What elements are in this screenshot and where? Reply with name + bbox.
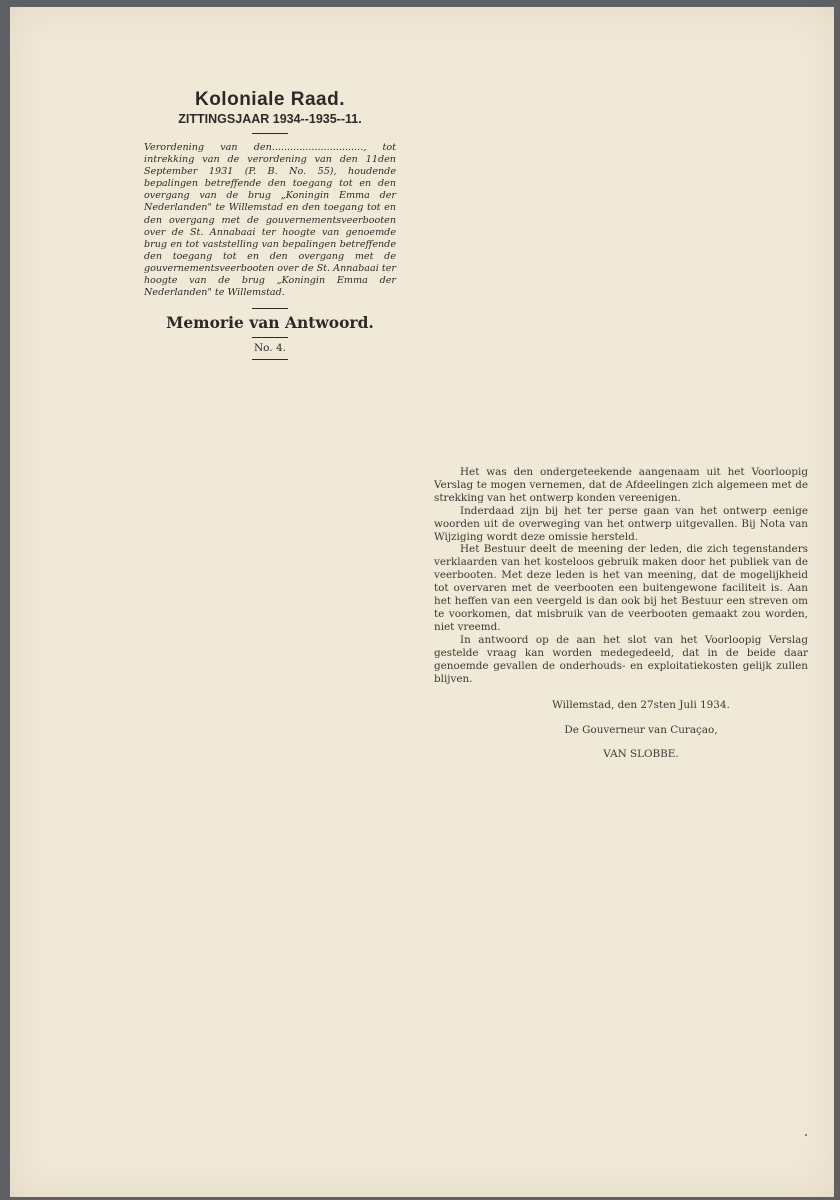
signatory-role: De Gouverneur van Curaçao,: [564, 724, 718, 737]
divider: [252, 337, 288, 338]
place-date: Willemstad, den 27sten Juli 1934.: [552, 699, 730, 712]
council-title: Koloniale Raad.: [194, 89, 346, 110]
divider: [252, 359, 288, 360]
body-paragraph: Het Bestuur deelt de meening der leden, die zich tegenstanders verklaarden van het kosteloos gebruik maken door het publiek van de veerbooten. Met deze leden is het van meening, dat de mogelijkheid tot overvaren met de veerbooten een buitengewone faciliteit is. Aan het heffen van een veergeld is dan ook bij het Bestuur een streven om te voorkomen, dat misbruik van de veerbooten gemaakt zou worden, niet vreemd.: [434, 543, 808, 633]
document-number: No. 4.: [253, 342, 287, 355]
session-year: ZITTINGSJAAR 1934--1935--11.: [178, 112, 362, 126]
document-title: Memorie van Antwoord.: [166, 313, 374, 333]
divider: [252, 133, 288, 134]
ordinance-description: Verordening van den.............................., tot intrekking van de verordening van den 11den September 1931 (P. B. No. 55), houdende bepalingen betreffende den toegang tot en den overgang van de brug „Koningin Emma der Nederlanden" te Willemstad en den toegang tot en den overgang met de gouvernementsveerbooten over de St. Annabaai ter hoogte van genoemde brug en tot vaststelling van bepalingen betreffende den toegang tot en den overgang met de gouvernementsveerbooten over de St. Annabaai ter hoogte van de brug „Koningin Emma der Nederlanden" te Willemstad.: [144, 142, 396, 299]
document-page: [10, 7, 834, 1197]
body-paragraph: Inderdaad zijn bij het ter perse gaan van het ontwerp eenige woorden uit de overweging van het ontwerp uitgevallen. Bij Nota van Wijziging wordt deze omissie hersteld.: [434, 504, 808, 543]
divider: [252, 308, 288, 309]
signatory-name: VAN SLOBBE.: [603, 748, 679, 761]
paper-speck: [805, 1134, 807, 1136]
header-column: [144, 89, 396, 368]
body-paragraph: In antwoord op de aan het slot van het Voorloopig Verslag gestelde vraag kan worden medegedeeld, dat in de beide daar genoemde gevallen de onderhouds- en exploitatiekosten gelijk zullen blijven.: [434, 633, 808, 685]
memorandum-body: [434, 466, 808, 761]
body-paragraph: Het was den ondergeteekende aangenaam uit het Voorloopig Verslag te mogen vernemen, dat de Afdeelingen zich algemeen met de strekking van het ontwerp konden vereenigen.: [434, 466, 808, 504]
bleed-through-heading: [640, 99, 790, 119]
